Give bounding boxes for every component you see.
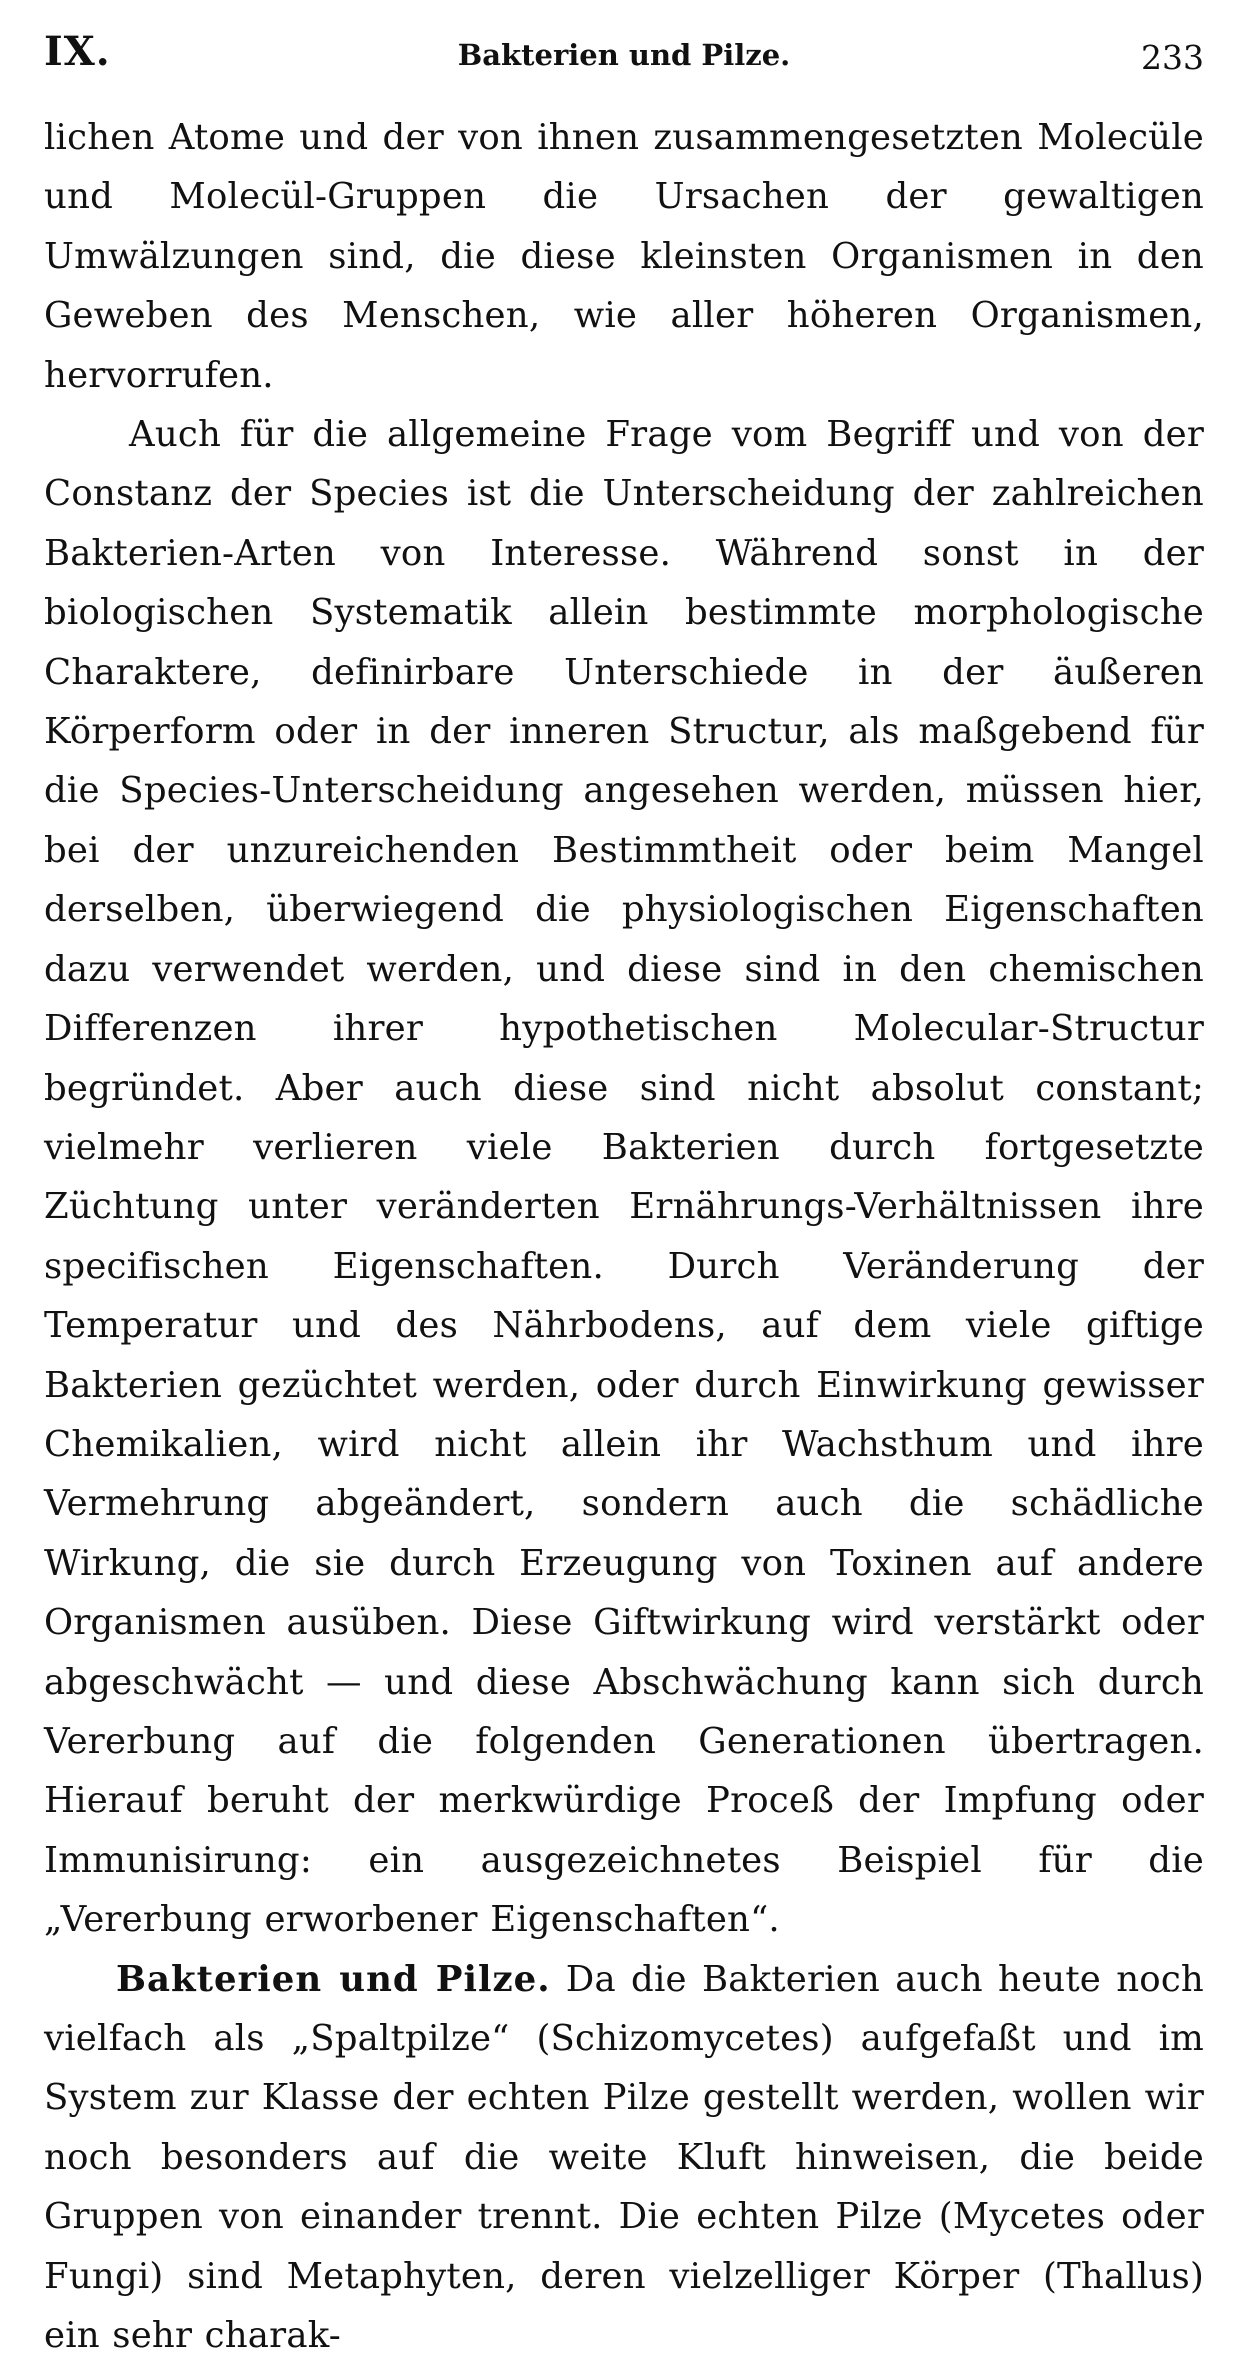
running-title: Bakterien und Pilze.	[457, 38, 791, 72]
paragraph-bacteria-fungi	[44, 1950, 1204, 2365]
running-header	[44, 28, 1204, 82]
section-heading: Bakterien und Pilze.	[116, 1958, 551, 2000]
body-text	[44, 108, 1204, 2365]
page-number: 233	[1141, 38, 1204, 77]
paragraph-continuation	[44, 108, 1204, 405]
paragraph-text: lichen Atome und der von ihnen zusammengesetzten Molecüle und Molecül-Gruppen die Ursachen der gewaltigen Umwälzungen sind, die diese kleinsten Organismen in den Geweben des Menschen, wie aller höheren Organismen, hervorrufen.	[44, 117, 1204, 396]
chapter-number: IX.	[44, 28, 111, 75]
paragraph-species	[44, 405, 1204, 1950]
paragraph-text: Da die Bakterien auch heute noch vielfach als „Spaltpilze“ (Schizomycetes) aufgefaßt und im System zur Klasse der echten Pilze gestellt werden, wollen wir noch besonders auf die weite Kluft hinweisen, die beide Gruppen von einander trennt. Die echten Pilze (Mycetes oder Fungi) sind Metaphyten, deren vielzelliger Körper (Thallus) ein sehr charak-	[44, 1958, 1204, 2357]
paragraph-text: Auch für die allgemeine Frage vom Begriff und von der Constanz der Species ist die Unterscheidung der zahlreichen Bakterien-Arten von Interesse. Während sonst in der biologischen Systematik allein bestimmte morphologische Charaktere, definirbare Unterschiede in der äußeren Körperform oder in der inneren Structur, als maßgebend für die Species-Unterscheidung angesehen werden, müssen hier, bei der unzureichenden Bestimmtheit oder beim Mangel derselben, überwiegend die physiologischen Eigenschaften dazu verwendet werden, und diese sind in den chemischen Differenzen ihrer hypothetischen Molecular-Structur begründet. Aber auch diese sind nicht absolut constant; vielmehr verlieren viele Bakterien durch fortgesetzte Züchtung unter veränderten Ernährungs-Verhältnissen ihre specifischen Eigenschaften. Durch Veränderung der Temperatur und des Nährbodens, auf dem viele giftige Bakterien gezüchtet werden, oder durch Einwirkung gewisser Chemikalien, wird nicht allein ihr Wachsthum und ihre Vermehrung abgeändert, sondern auch die schädliche Wirkung, die sie durch Erzeugung von Toxinen auf andere Organismen ausüben. Diese Giftwirkung wird verstärkt oder abgeschwächt — und diese Abschwächung kann sich durch Vererbung auf die folgenden Generationen übertragen. Hierauf beruht der merkwürdige Proceß der Impfung oder Immunisirung: ein ausgezeichnetes Beispiel für die „Vererbung erworbener Eigenschaften“.	[44, 414, 1204, 1941]
